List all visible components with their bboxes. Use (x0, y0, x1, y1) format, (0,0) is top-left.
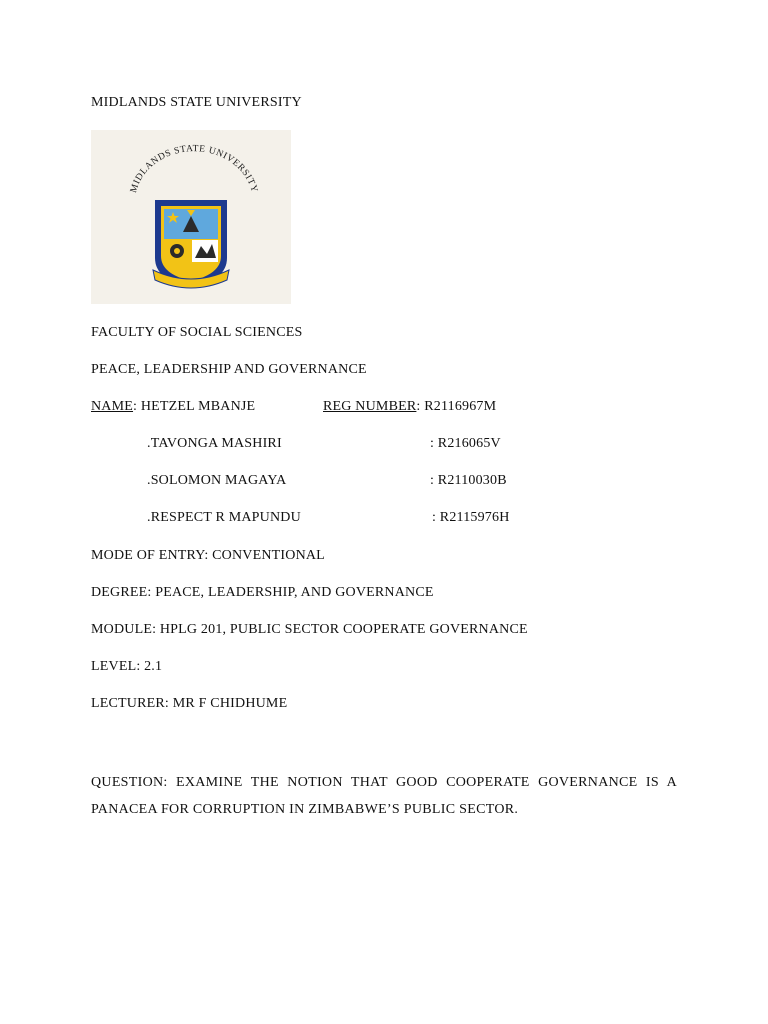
member-name-4: .RESPECT R MAPUNDU (147, 510, 301, 525)
reg-colon: : (416, 399, 425, 414)
logo-arc-text: MIDLANDS STATE UNIVERSITY (128, 144, 259, 195)
assignment-question: QUESTION: EXAMINE THE NOTION THAT GOOD COOPERATE GOVERNANCE IS A PANACEA FOR CORRUPTION IN ZIMBABWE’S PUBLIC SECTOR. (91, 775, 677, 817)
module: MODULE: HPLG 201, PUBLIC SECTOR COOPERATE GOVERNANCE (91, 622, 528, 637)
name-colon: : (133, 399, 141, 414)
level: LEVEL: 2.1 (91, 659, 163, 674)
lecturer: LECTURER: MR F CHIDHUME (91, 696, 288, 711)
mode-of-entry: MODE OF ENTRY: CONVENTIONAL (91, 548, 325, 563)
university-crest-icon (91, 130, 291, 304)
member-name-3: .SOLOMON MAGAYA (147, 473, 287, 488)
member-name-2: .TAVONGA MASHIRI (147, 436, 282, 451)
member-reg-4: : R2115976H (432, 510, 510, 525)
member-reg-1: R2116967M (424, 399, 497, 414)
programme-name: PEACE, LEADERSHIP AND GOVERNANCE (91, 362, 367, 377)
faculty-name: FACULTY OF SOCIAL SCIENCES (91, 325, 303, 340)
university-logo (91, 130, 291, 304)
reg-row-1 (323, 398, 496, 416)
member-name-1: HETZEL MBANJE (140, 399, 256, 414)
name-label: NAME (91, 399, 134, 414)
reg-label: REG NUMBER (323, 399, 417, 414)
member-reg-2: : R216065V (430, 436, 501, 451)
university-title: MIDLANDS STATE UNIVERSITY (91, 95, 302, 110)
degree: DEGREE: PEACE, LEADERSHIP, AND GOVERNANCE (91, 585, 434, 600)
name-row-1 (91, 398, 255, 416)
member-reg-3: : R2110030B (430, 473, 507, 488)
